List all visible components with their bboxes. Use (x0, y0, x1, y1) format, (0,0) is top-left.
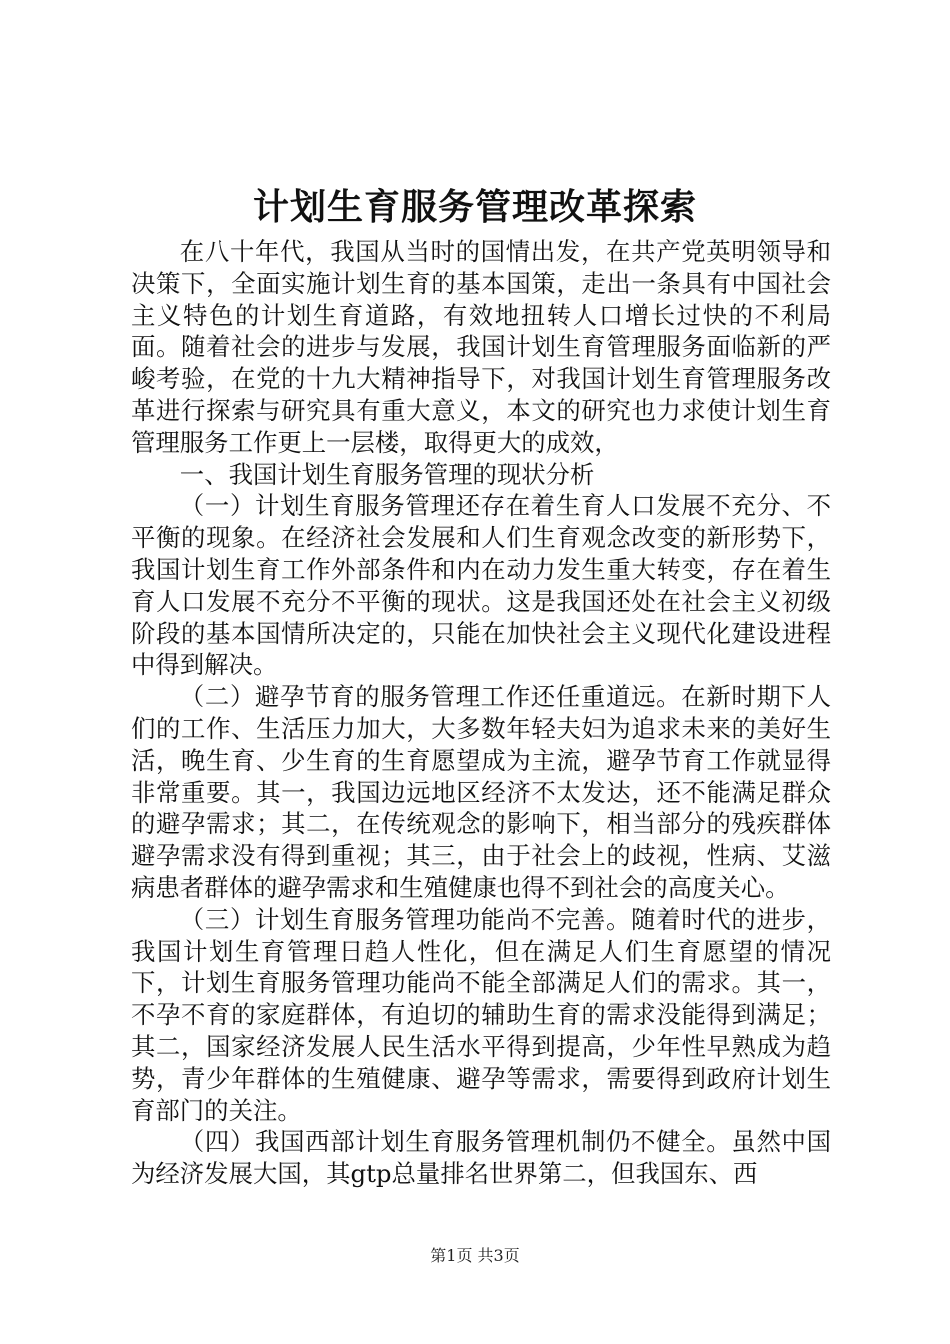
page-number-footer: 第1页 共3页 (430, 1246, 520, 1265)
section-heading-1: 一、我国计划生育服务管理的现状分析 (179, 459, 595, 489)
paragraph-point-2: （二）避孕节育的服务管理工作还任重道远。在新时期下人们的工作、生活压力加大，大多数年轻夫妇为追求未来的美好生活，晚生育、少生育的生育愿望成为主流，避孕节育工作就显得非常重要。其一，我国边远地区经济不太发达，还不能满足群众的避孕需求；其二，在传统观念的影响下，相当部分的残疾群体避孕需求没有得到重视；其三，由于社会上的歧视，性病、艾滋病患者群体的避孕需求和生殖健康也得不到社会的高度关心。 (131, 682, 831, 902)
paragraph-intro: 在八十年代，我国从当时的国情出发，在共产党英明领导和决策下，全面实施计划生育的基本国策，走出一条具有中国社会主义特色的计划生育道路，有效地扭转人口增长过快的不利局面。随着社会的进步与发展，我国计划生育管理服务面临新的严峻考验，在党的十九大精神指导下，对我国计划生育管理服务改革进行探索与研究具有重大意义，本文的研究也力求使计划生育管理服务工作更上一层楼，取得更大的成效， (131, 237, 831, 457)
paragraph-point-1: （一）计划生育服务管理还存在着生育人口发展不充分、不平衡的现象。在经济社会发展和人们生育观念改变的新形势下，我国计划生育工作外部条件和内在动力发生重大转变，存在着生育人口发展不充分不平衡的现状。这是我国还处在社会主义初级阶段的基本国情所决定的，只能在加快社会主义现代化建设进程中得到解决。 (131, 491, 831, 680)
paragraph-point-3: （三）计划生育服务管理功能尚不完善。随着时代的进步，我国计划生育管理日趋人性化，但在满足人们生育愿望的情况下，计划生育服务管理功能尚不能全部满足人们的需求。其一，不孕不育的家庭群体，有迫切的辅助生育的需求没能得到满足；其二，国家经济发展人民生活水平得到提高，少年性早熟成为趋势，青少年群体的生殖健康、避孕等需求，需要得到政府计划生育部门的关注。 (131, 904, 831, 1125)
document-body (131, 236, 831, 1190)
paragraph-point-4: （四）我国西部计划生育服务管理机制仍不健全。虽然中国为经济发展大国，其gtp总量排名世界第二，但我国东、西 (131, 1127, 831, 1189)
document-title: 计划生育服务管理改革探索 (252, 186, 697, 228)
